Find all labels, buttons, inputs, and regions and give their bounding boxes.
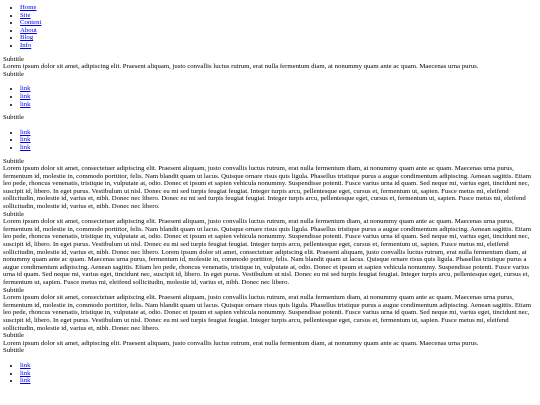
link[interactable]: link xyxy=(20,143,31,151)
nav-item-site xyxy=(20,12,537,20)
section-text: Lorem ipsum dolor sit amet, adipiscing elit. Praesent aliquam, justo convallis luctus rutrum, erat nulla fermentum diam, at nonummy quam ante ac quam. Maecenas urna purus. xyxy=(3,339,479,347)
nav-item-about xyxy=(20,27,537,35)
nav-link-content[interactable]: Content xyxy=(20,19,42,27)
section-text: Lorem ipsum dolor sit amet, adipiscing elit. Praesent aliquam, justo convallis luctus rutrum, erat nulla fermentum diam, at nonummy quam ante ac quam. Maecenas urna purus. xyxy=(3,63,479,71)
link[interactable]: link xyxy=(20,369,31,377)
section-body-3 xyxy=(3,287,537,333)
section-subtitle: Subtitle xyxy=(3,157,25,165)
link-list xyxy=(3,85,537,108)
section-body-1 xyxy=(3,158,537,211)
link-list xyxy=(3,362,537,385)
section-subtitle: Subtitle xyxy=(3,286,25,294)
section-subtitle: Subtitle xyxy=(3,114,25,122)
section-subtitle: Subtitle xyxy=(3,347,25,355)
list-item xyxy=(20,93,537,101)
section-text: Lorem ipsum dolor sit amet, consectetuer adipiscing elit. Praesent aliquam, justo convallis luctus rutrum, erat nulla fermentum diam, at nonummy quam ante ac quam. Maecenas urna purus, fermentum id, molestie in, commodo porttitor, felis. Nam blandit quam ut lacus. Quisque ornare risus quis ligula. Phasellus tristique purus a augue condimentum adipiscing. Aenean sagittis. Etiam leo pede, rhoncus venenatis, tristique in, vulputate at, odio. Donec et ipsum et sapien vehicula nonummy. Suspendisse potenti. Fusce varius urna id quam. Sed neque mi, varius eget, tincidunt nec, suscipit id, libero. In eget purus. Vestibulum ut nisl. Donec eu mi sed turpis feugiat feugiat. Integer turpis arcu, pellentesque eget, cursus et, fermentum ut, sapien. Fusce metus mi, eleifend sollicitudin, molestie id, varius et, nibh. Donec nec libero. Lorem ipsum dolor sit amet, consectetuer adipiscing elit. Praesent aliquam, justo convallis luctus rutrum, erat nulla fermentum diam, at nonummy quam ante ac quam. Maecenas urna purus, fermentum id, molestie in, commodo porttitor, felis. Nam blandit quam ut lacus. Quisque ornare risus quis ligula. Phasellus tristique purus a augue condimentum adipiscing. Aenean sagittis. Etiam leo pede, rhoncus venenatis, tristique in, vulputate at, odio. Donec et ipsum et sapien vehicula nonummy. Suspendisse potenti. Fusce varius urna id quam. Sed neque mi, varius eget, tincidunt nec, suscipit id, libero. In eget purus. Vestibulum ut nisl. Donec eu mi sed turpis feugiat feugiat. Integer turpis arcu, pellentesque eget, cursus et, fermentum ut, sapien. Fusce metus mi, eleifend sollicitudin, molestie id, varius et, nibh. Donec nec libero. xyxy=(3,218,532,286)
section-intro xyxy=(3,56,537,71)
link[interactable]: link xyxy=(20,128,31,136)
list-item xyxy=(20,101,537,109)
list-item xyxy=(20,85,537,93)
nav-link-home[interactable]: Home xyxy=(20,4,37,11)
link[interactable]: link xyxy=(20,361,31,369)
section-links-1 xyxy=(3,71,537,108)
nav-link-site[interactable]: Site xyxy=(20,11,31,19)
list-item xyxy=(20,144,537,152)
section-text: Lorem ipsum dolor sit amet, consectetuer adipiscing elit. Praesent aliquam, justo convallis luctus rutrum, erat nulla fermentum diam, at nonummy quam ante ac quam. Maecenas urna purus, fermentum id, molestie in, commodo porttitor, felis. Nam blandit quam ut lacus. Quisque ornare risus quis ligula. Phasellus tristique purus a augue condimentum adipiscing. Aenean sagittis. Etiam leo pede, rhoncus venenatis, tristique in, vulputate at, odio. Donec et ipsum et sapien vehicula nonummy. Suspendisse potenti. Fusce varius urna id quam. Sed neque mi, varius eget, tincidunt nec, suscipit id, libero. In eget purus. Vestibulum ut nisl. Donec eu mi sed turpis feugiat feugiat. Integer turpis arcu, pellentesque eget, cursus et, fermentum ut, sapien. Fusce metus mi, eleifend sollicitudin, molestie id, varius et, nibh. Donec nec libero. Donec eu mi sed turpis feugiat feugiat. Integer turpis arcu, pellentesque eget, cursus et, fermentum ut, sapien. Fusce metus mi, eleifend sollicitudin, molestie id, varius et, nibh. Donec nec libero. xyxy=(3,165,532,211)
section-links-3 xyxy=(3,347,537,384)
link-list xyxy=(3,129,537,152)
nav-link-about[interactable]: About xyxy=(20,26,37,34)
list-item xyxy=(20,362,537,370)
link[interactable]: link xyxy=(20,92,31,100)
section-body-2 xyxy=(3,211,537,287)
section-links-2 xyxy=(3,114,537,151)
nav-link-info[interactable]: Info xyxy=(20,41,32,49)
link[interactable]: link xyxy=(20,377,31,385)
nav-item-content xyxy=(20,19,537,27)
nav-item-home xyxy=(20,4,537,12)
main-navigation xyxy=(3,4,537,50)
section-subtitle: Subtitle xyxy=(3,70,25,78)
nav-link-blog[interactable]: Blog xyxy=(20,34,34,42)
list-item xyxy=(20,370,537,378)
link[interactable]: link xyxy=(20,100,31,108)
nav-item-info xyxy=(20,42,537,50)
nav-item-blog xyxy=(20,34,537,42)
list-item xyxy=(20,377,537,385)
list-item xyxy=(20,129,537,137)
section-summary xyxy=(3,332,537,347)
link[interactable]: link xyxy=(20,85,31,93)
section-subtitle: Subtitle xyxy=(3,332,25,340)
section-subtitle: Subtitle xyxy=(3,210,25,218)
link[interactable]: link xyxy=(20,136,31,144)
section-text: Lorem ipsum dolor sit amet, consectetuer adipiscing elit. Praesent aliquam, justo convallis luctus rutrum, erat nulla fermentum diam, at nonummy quam ante ac quam. Maecenas urna purus, fermentum id, molestie in, commodo porttitor, felis. Nam blandit quam ut lacus. Quisque ornare risus quis ligula. Phasellus tristique purus a augue condimentum adipiscing. Aenean sagittis. Etiam leo pede, rhoncus venenatis, tristique in, vulputate at, odio. Donec et ipsum et sapien vehicula nonummy. Suspendisse potenti. Fusce varius urna id quam. Sed neque mi, varius eget, tincidunt nec, suscipit id, libero. In eget purus. Vestibulum ut nisl. Donec eu mi sed turpis feugiat feugiat. Integer turpis arcu, pellentesque eget, cursus et, fermentum ut, sapien. Fusce metus mi, eleifend sollicitudin, molestie id, varius et, nibh. Donec nec libero. xyxy=(3,294,532,332)
section-subtitle: Subtitle xyxy=(3,55,25,63)
list-item xyxy=(20,136,537,144)
